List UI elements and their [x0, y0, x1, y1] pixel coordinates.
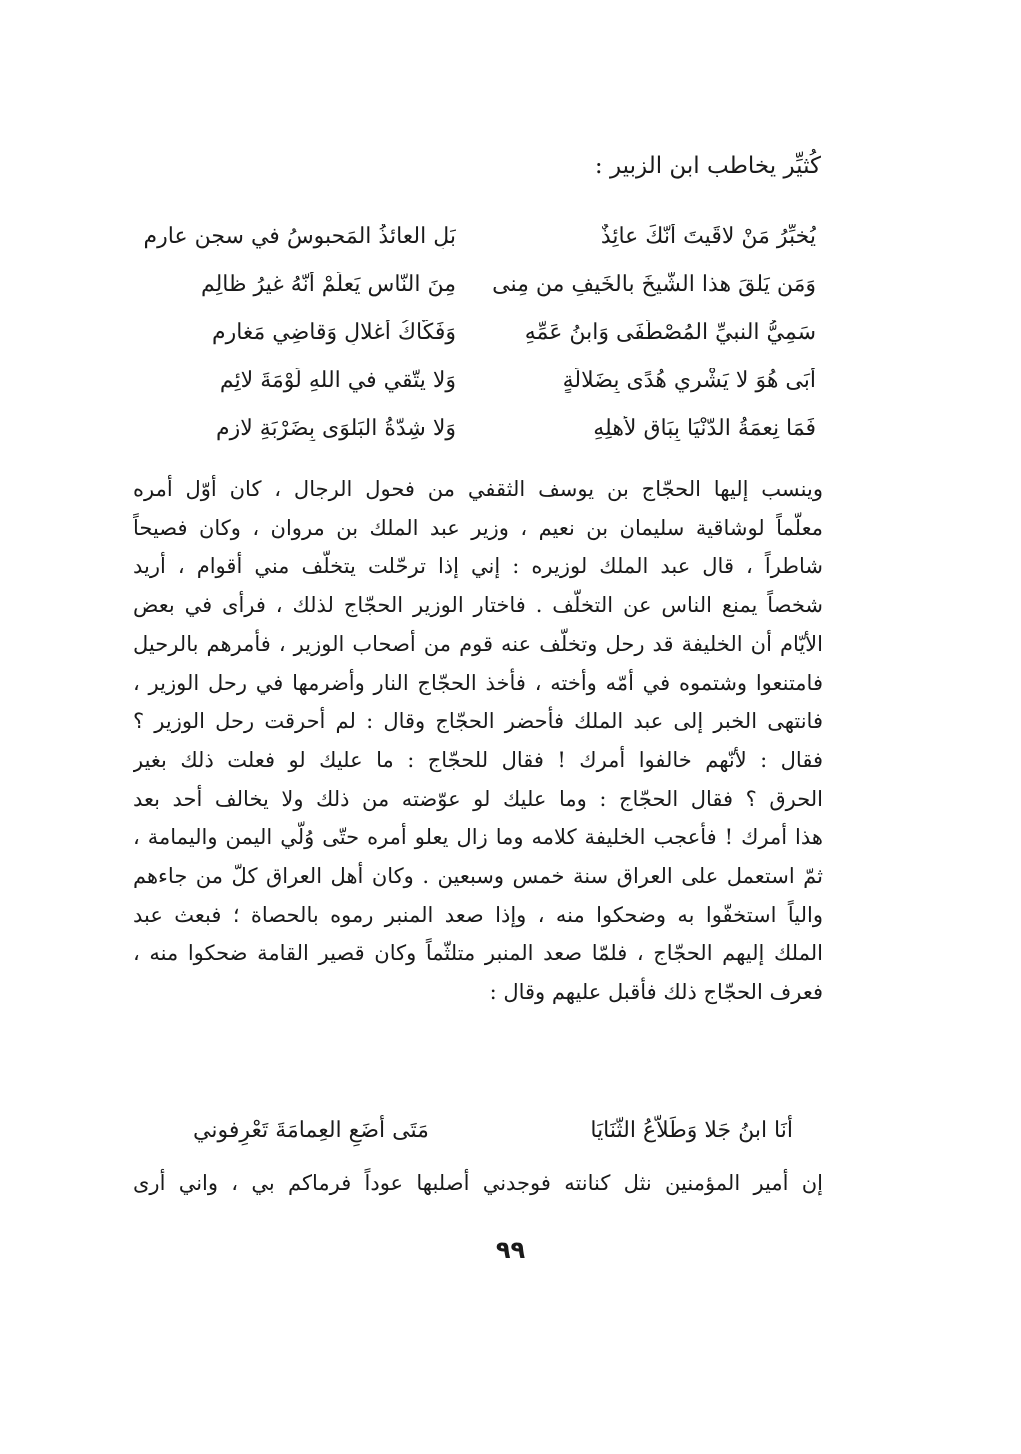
prose-line: فانتهى الخبر إلى عبد الملك فأحضر الحجّاج وقال : لم أحرقت رحل الوزير ؟ — [133, 709, 823, 734]
prose-line: شخصاً يمنع الناس عن التخلّف . فاختار الوزير الحجّاج لذلك ، فرأى في بعض — [133, 593, 823, 618]
prose-line: الأيّام أن الخليفة قد رحل وتخلّف عنه قوم من أصحاب الوزير ، فأمرهم بالرحيل — [133, 631, 823, 656]
verse-second-hemistich: وَفَكّاكُ أغلالٍ وَقاضِي مَغارِمِ — [211, 319, 456, 345]
page-number: ٩٩ — [495, 1236, 526, 1264]
verse-first-hemistich: يُخبِّرُ مَنْ لاقَيتَ أنّكَ عائِذٌ — [600, 223, 816, 249]
poem-verse — [126, 308, 816, 356]
prose-line: فامتنعوا وشتموه في أمّه وأخته ، فأخذ الحجّاج النار وأضرمها في رحل الوزير ، — [133, 670, 823, 695]
verse-first-hemistich: أنَا ابنُ جَلا وَطَلاّعُ الثّنَايَا — [590, 1118, 793, 1143]
continuation-line: إن أمير المؤمنين نثل كنانته فوجدني أصلبها عوداً فرماكم بي ، واني أرى — [133, 1171, 823, 1195]
poem-verse — [126, 404, 816, 452]
verse-first-hemistich: أبَى هُوَ لا يَشْرِي هُدًى بِضَلالَةٍ — [562, 367, 816, 393]
prose-line: فقال : لأنّهم خالفوا أمرك ! فقال للحجّاج : ما عليك لو فعلت ذلك بغير — [133, 747, 823, 772]
verse-first-hemistich: سَمِيُّ النبيِّ المُصْطَفَى وَابنُ عَمِّهِ — [524, 319, 816, 345]
prose-line: الحرق ؟ فقال الحجّاج : وما عليك لو عوّضته من ذلك ولا يخالف أحد بعد — [133, 786, 823, 811]
verse-second-hemistich: بَلِ العائذُ المَحبوسُ في سجنِ عارمِ — [143, 223, 456, 249]
poem-verse — [126, 356, 816, 404]
poem-verse — [126, 260, 816, 308]
verse-second-hemistich: وَلا يتّقي في اللهِ لَوْمَةَ لائِمِ — [219, 367, 456, 393]
prose-line: وينسب إليها الحجّاج بن يوسف الثقفي من فحول الرجال ، كان أوّل أمره — [133, 477, 823, 501]
verse-second-hemistich: مَتَى أضَعِ العِمامَةَ تَعْرِفوني — [193, 1118, 429, 1143]
prose-line: ثمّ استعمل على العراق سنة خمس وسبعين . وكان أهل العراق كلّ من جاءهم — [133, 864, 823, 889]
single-verse — [193, 1118, 793, 1143]
verse-first-hemistich: فَمَا نِعمَةُ الدّنْيَا بِبَاقٍ لأهلِهِ — [593, 415, 816, 441]
poem-verse — [126, 212, 816, 260]
prose-line: معلّماً لوشاقية سليمان بن نعيم ، وزير عبد الملك بن مروان ، وكان فصيحاً — [133, 515, 823, 540]
prose-line: فعرف الحجّاج ذلك فأقبل عليهم وقال : — [489, 980, 823, 1005]
prose-line: والياً استخفّوا به وضحكوا منه ، وإذا صعد المنبر رموه بالحصاة ؛ فبعث عبد — [133, 902, 823, 927]
verse-second-hemistich: وَلا شِدّةُ البَلوَى بِضَرْبَةِ لازِمِ — [215, 415, 456, 441]
prose-line: شاطراً ، قال عبد الملك لوزيره : إني إذا ترحّلت يتخلّف مني أقوام ، أريد — [133, 554, 823, 579]
prose-paragraph — [133, 470, 823, 1012]
intro-line: كُثيِّر يخاطب ابن الزبير : — [594, 153, 821, 179]
poem — [126, 212, 816, 452]
verse-first-hemistich: وَمَن يَلقَ هذا الشّيخَ بالخَيفِ من مِنى — [492, 271, 816, 297]
prose-line: هذا أمرك ! فأعجب الخليفة كلامه وما زال يعلو أمره حتّى وُلّي اليمن واليمامة ، — [133, 825, 823, 850]
verse-second-hemistich: مِنَ النّاسِ يَعلَمْ أنّهُ غيرُ ظالِمِ — [200, 271, 456, 297]
prose-line: الملك إليهم الحجّاج ، فلمّا صعد المنبر متلثّماً وكان قصير القامة ضحكوا منه ، — [133, 941, 823, 966]
